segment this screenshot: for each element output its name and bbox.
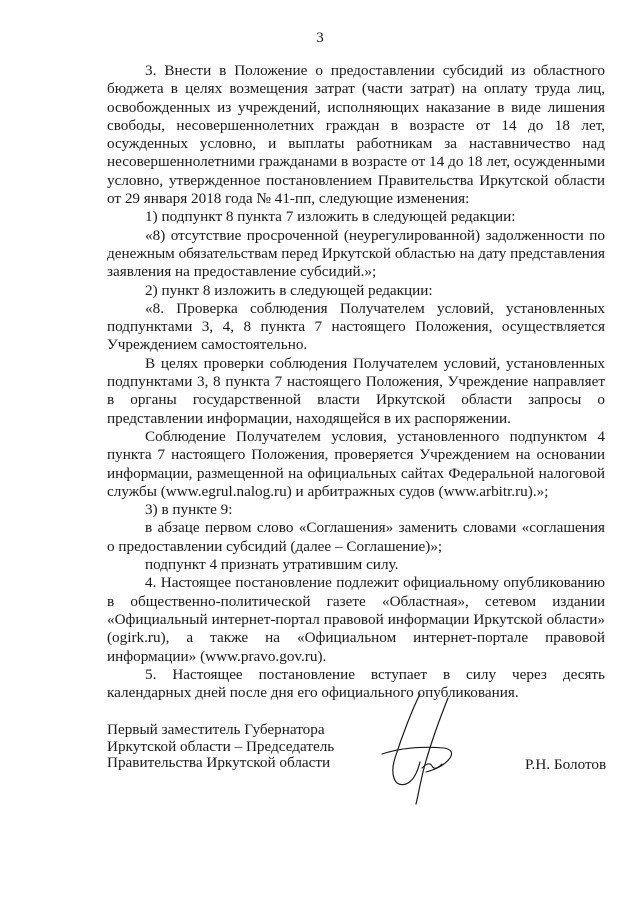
paragraph-requests: В целях проверки соблюдения Получателем условий, установленных подпунктами 3, 8 пункта 7 настоящего Положения, Учреждение направляет в органы государственной власти Иркутской области запросы о представлении информации, находящейся в их распоряжении. (107, 354, 605, 427)
handwritten-signature (360, 688, 480, 808)
paragraph-subitem-4-void: подпункт 4 признать утратившим силу. (145, 556, 399, 574)
paragraph-item-2: 2) пункт 8 изложить в следующей редакции: (145, 281, 433, 299)
paragraph-agreement-word: в абзаце первом слово «Соглашения» заменить словами «соглашения о предоставлении субсидий (далее – Соглашение)»; (107, 519, 605, 555)
paragraph-subitem-8-text: «8) отсутствие просроченной (неурегулированной) задолженности по денежным обязательствам перед Иркутской областью на дату представления заявления на предоставление субсидий.»; (107, 226, 605, 281)
signatory-title (107, 722, 334, 772)
paragraph-point-8-check: «8. Проверка соблюдения Получателем условий, установленных подпунктами 3, 4, 8 пункта 7 настоящего Положения, осуществляется Учреждением самостоятельно. (107, 299, 605, 354)
signatory-title-line: Иркутской области – Председатель (107, 737, 335, 755)
signatory-name: Р.Н. Болотов (525, 756, 607, 773)
paragraph-item-3: 3) в пункте 9: (145, 501, 233, 519)
document-body (107, 62, 605, 702)
paragraph-amendments-intro: 3. Внести в Положение о предоставлении субсидий из областного бюджета в целях возмещения затрат (части затрат) на оплату труда лиц, освобожденных из учреждений, исполняющих наказание в виде лишения свободы, несовершеннолетних граждан в возрасте от 14 до 18 лет, осужденных условно, и выплаты работникам за наставничество над несовершеннолетними гражданами в возрасте от 14 до 18 лет, осужденными условно, утвержденное постановлением Правительства Иркутской области от 29 января 2018 года № 41-пп, следующие изменения: (107, 62, 605, 208)
paragraph-item-1: 1) подпункт 8 пункта 7 изложить в следующей редакции: (145, 208, 516, 226)
paragraph-effective-date: 5. Настоящее постановление вступает в силу через десять календарных дней после дня его официального опубликования. (107, 665, 605, 702)
paragraph-compliance: Соблюдение Получателем условия, установленного подпунктом 4 пункта 7 настоящего Положения, проверяется Учреждением на основании информации, размещенной на официальных сайтах Федеральной налоговой службы (www.egrul.nalog.ru) и арбитражных судов (www.arbitr.ru).»; (107, 427, 605, 500)
signatory-title-line: Правительства Иркутской области (107, 754, 331, 772)
signatory-title-line: Первый заместитель Губернатора (107, 721, 325, 738)
paragraph-publication: 4. Настоящее постановление подлежит официальному опубликованию в общественно-политической газете «Областная», сетевом издании «Официальный интернет-портал правовой информации Иркутской области» (ogirk.ru), а также на «Официальном интернет-портале правовой информации» (www.pravo.gov.ru). (107, 574, 605, 665)
page-number: 3 (316, 30, 324, 46)
